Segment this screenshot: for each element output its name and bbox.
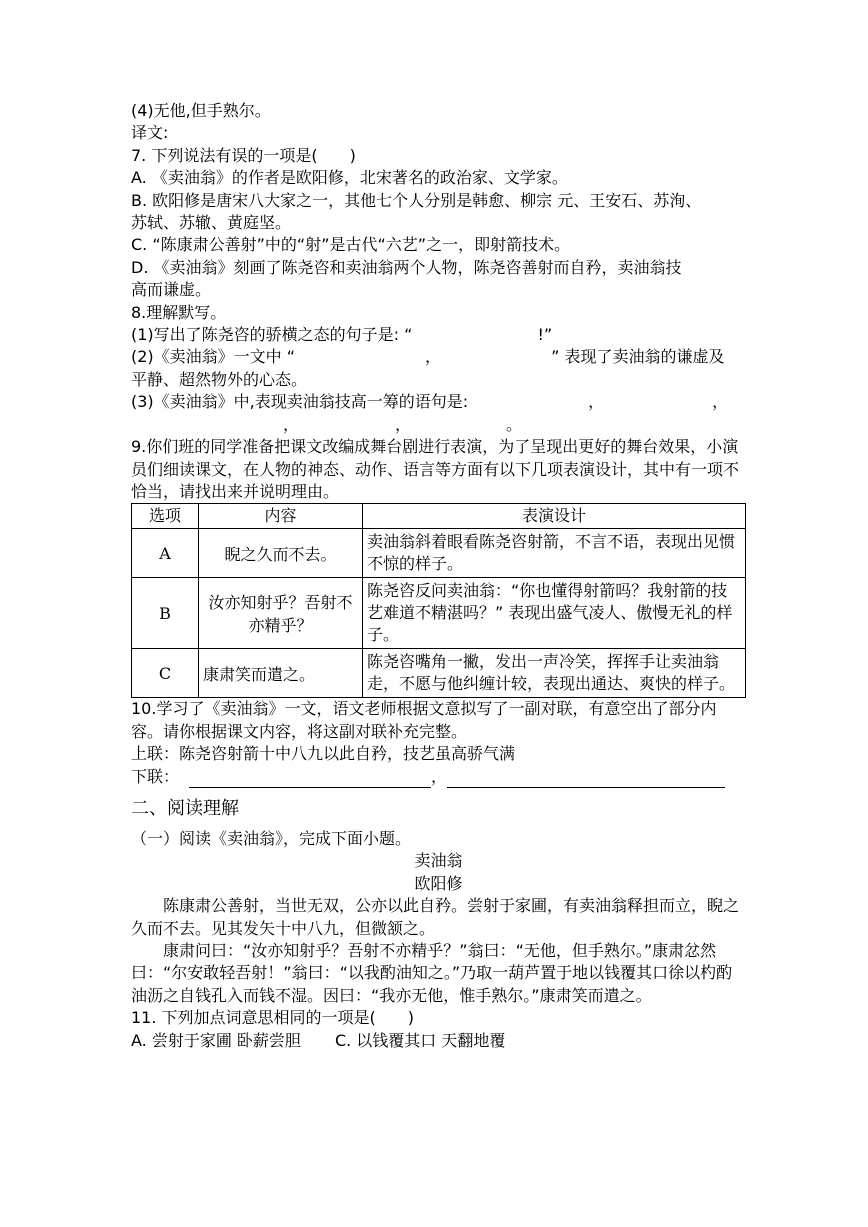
passage-title: 卖油翁 [414, 851, 463, 871]
performance-table [131, 503, 746, 698]
option-b-cont: 苏轼、苏辙、黄庭坚。 [131, 213, 292, 233]
passage-paragraph: 陈康肃公善射，当世无双，公亦以此自矜。尝射于家圃，有卖油翁释担而立，睨之久而不去。见其发矢十中八九，但微颔之。 [131, 896, 740, 938]
q11-option-a: A. 尝射于家圃 卧薪尝胆 [131, 1030, 301, 1050]
question-11: 11. 下列加点词意思相同的一项是( ) [131, 1008, 415, 1028]
q8-line-2: (2)《卖油翁》一文中 “ ， ” 表现了卖油翁的谦虚及 [131, 347, 725, 367]
table-row [132, 578, 746, 649]
question-7: 7. 下列说法有误的一项是( ) [131, 145, 356, 165]
design-cell: 陈尧咨反问卖油翁：“你也懂得射箭吗？我射箭的技艺难道不精湛吗？” 表现出盛气凌人、傲慢无礼的样子。 [363, 578, 746, 649]
q8-line-1: (1)写出了陈尧咨的骄横之态的句子是: “ !” [131, 325, 553, 345]
q8-line-4: (3)《卖油翁》中,表现卖油翁技高一筹的语句是: ， ， [131, 392, 729, 412]
passage-author: 欧阳修 [414, 873, 463, 893]
option-cell: B [132, 578, 199, 649]
text-line: (4)无他,但手熟尔。 [131, 101, 271, 120]
table-header: 表演设计 [363, 504, 746, 529]
q8-line-5: ， ， 。 [283, 414, 523, 434]
q8-line-3: 平静、超然物外的心态。 [131, 369, 308, 389]
question-10: 10.学习了《卖油翁》一文，语文老师根据文意拟写了一副对联，有意空出了部分内容。请你根据课文内容，将这副对联补充完整。 [131, 699, 717, 741]
reading-intro: （一）阅读《卖油翁》，完成下面小题。 [131, 828, 412, 848]
question-8: 8.理解默写。 [131, 302, 227, 322]
text-line: 译文: [131, 123, 169, 143]
table-row [132, 529, 746, 578]
couplet-upper: 上联：陈尧咨射箭十中八九以此自矜，技艺虽高骄气满 [131, 744, 516, 764]
q11-options [131, 1030, 746, 1052]
section-heading: 二、阅读理解 [131, 797, 239, 819]
option-cell: A [132, 529, 199, 578]
option-d-cont: 高而谦虚。 [131, 280, 212, 300]
answer-line[interactable] [189, 770, 431, 788]
document-page [131, 100, 746, 1052]
option-c: C. “陈康肃公善射”中的“射”是古代“六艺”之一，即射箭技术。 [131, 235, 571, 255]
table-row [132, 649, 746, 698]
passage-paragraph: 康肃问曰：“汝亦知射乎？吾射不亦精乎？”翁曰：“无他，但手熟尔。”康肃忿然曰：“尔安敢轻吾射！”翁曰：“以我酌油知之。”乃取一葫芦置于地以钱覆其口徐以杓酌油沥之自钱孔入而钱不湿。因曰：“我亦无他，惟手熟尔。”康肃笑而遣之。 [131, 940, 733, 1005]
table-header: 内容 [199, 504, 363, 529]
option-d: D. 《卖油翁》刻画了陈尧咨和卖油翁两个人物，陈尧咨善射而自矜，卖油翁技 [131, 257, 682, 277]
question-9: 9.你们班的同学准备把课文改编成舞台剧进行表演，为了呈现出更好的舞台效果，小演员们细读课文，在人物的神态、动作、语言等方面有以下几项表演设计，其中有一项不恰当，请找出来并说明理由。 [131, 437, 740, 501]
design-cell: 卖油翁斜着眼看陈尧咨射箭，不言不语，表现出见惯不惊的样子。 [363, 529, 746, 578]
content-cell: 睨之久而不去。 [199, 529, 363, 578]
content-cell: 汝亦知射乎？吾射不亦精乎？ [199, 578, 363, 649]
option-b: B. 欧阳修是唐宋八大家之一，其他七个人分别是韩愈、柳宗 元、王安石、苏洵、 [131, 190, 702, 210]
table-header: 选项 [132, 504, 199, 529]
couplet-lower: 下联： ， [131, 766, 746, 788]
option-cell: C [132, 649, 199, 698]
design-cell: 陈尧咨嘴角一撇，发出一声冷笑，挥挥手让卖油翁走，不愿与他纠缠计较，表现出通达、爽快的样子。 [363, 649, 746, 698]
option-a: A. 《卖油翁》的作者是欧阳修，北宋著名的政治家、文学家。 [131, 168, 568, 188]
content-cell: 康肃笑而遣之。 [199, 649, 363, 698]
answer-line[interactable] [447, 770, 725, 788]
table-header-row [132, 504, 746, 529]
q11-option-c: C. 以钱覆其口 天翻地覆 [334, 1030, 506, 1050]
